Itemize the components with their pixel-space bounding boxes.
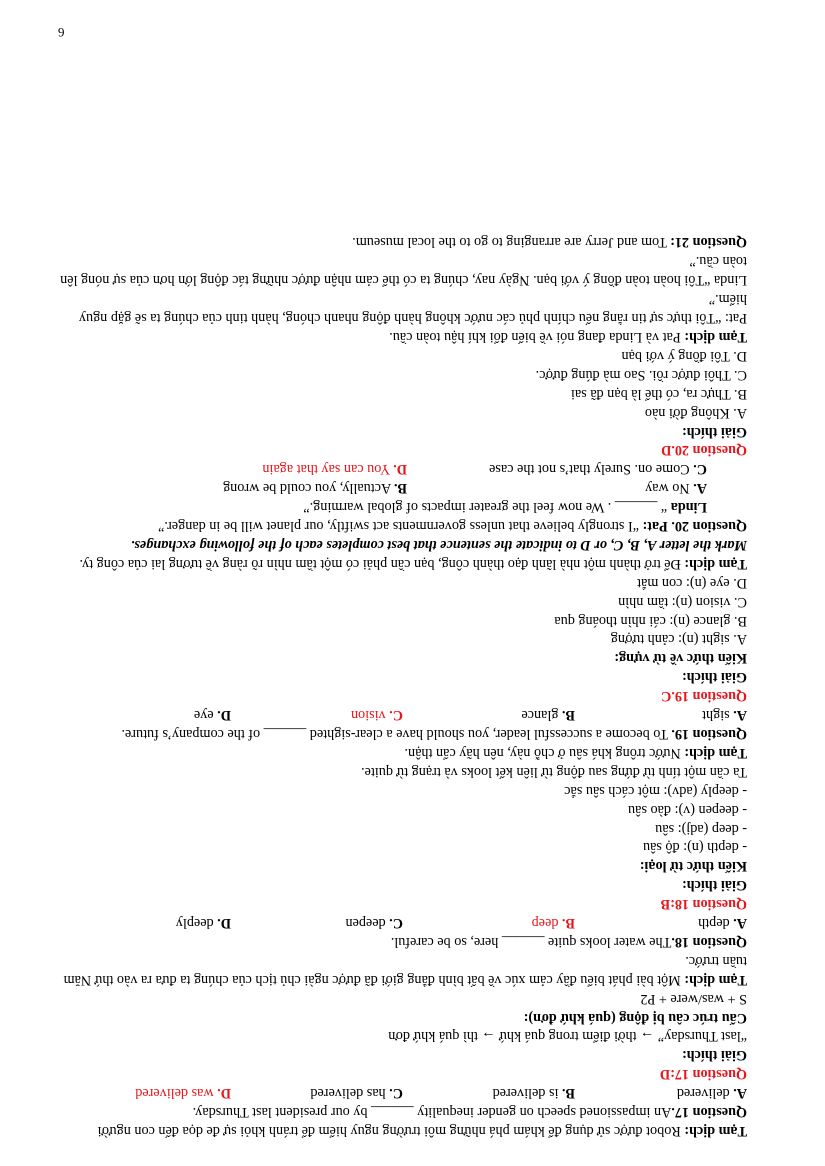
question-19-text: To become a successful leader, you should have a clear-sighted ______ of the company’s future. [121, 726, 669, 742]
meaning-19: Tạm dịch: Để trở thành một nhà lãnh đạo thành công, bạn cần phải có một tầm nhìn rõ ràng về tương lai của công ty. [79, 555, 747, 572]
meaning-20: Tạm dịch: Pat và Linda đang nói về biến đổi khí hậu toàn cầu. [389, 329, 747, 346]
question-21 [59, 233, 747, 252]
explain-label-19: Giải thích: [681, 669, 747, 686]
question-21-text: Tom and Jerry are arranging to go to the local museum. [352, 234, 667, 251]
question-17-text: An impassioned speech on gender inequality ______ by our president last Thursday. [192, 1104, 672, 1121]
option-b: B. Actually, you could be wrong [223, 480, 407, 497]
option-d-correct: D. You can say that again [262, 461, 407, 478]
explain-label-17: Giải thích: [681, 1047, 747, 1064]
question-18-label: Question 18. [671, 933, 747, 950]
list-item: D. eye (n): con mắt [637, 574, 747, 591]
note-18: Ta cần một tính từ đứng sau động từ liên kết looks và trạng từ quite. [361, 763, 747, 780]
answer-19: Question 19.C [661, 688, 747, 705]
question-21-label: Question 21: [670, 234, 747, 251]
meaning-18: Tạm dịch: Nước trông khá sâu ở chỗ này, nên hãy cẩn thận. [404, 744, 747, 761]
question-20-label: Question 20. [671, 518, 747, 535]
section-instruction: Mark the letter A, B, C, or D to indicate the sentence that best completes each of the following exchanges. [130, 536, 747, 553]
answer-18: Question 18:B [660, 896, 747, 913]
question-18-options [59, 913, 747, 932]
option-b-correct: B. deep [531, 915, 575, 932]
question-20-reply: Linda “ ______ . We now feel the greater impacts of global warming.” [303, 499, 707, 516]
list-item: D. Tôi đồng ý với bạn [621, 347, 747, 364]
answer-20: Question 20.D [661, 442, 747, 459]
question-19-label: Question 19. [671, 726, 747, 742]
option-c-correct: C. vision [350, 707, 403, 724]
option-d: D. deeply [175, 915, 231, 932]
structure-label-17: Cấu trúc câu bị động (quá khứ đơn): [523, 1009, 747, 1026]
meaning-20-linda: Linda “Tôi hoàn toàn đồng ý với bạn. Ngày nay, chúng ta có thể cảm nhận được những tác động lớn hơn của sự nóng lên toàn cầu.” [60, 253, 747, 289]
question-19 [59, 724, 747, 743]
knowledge-label-19: Kiến thức về từ vựng: [614, 650, 747, 667]
explain-label-18: Giải thích: [681, 877, 747, 894]
option-b: B. glance [521, 707, 575, 724]
option-d: D. eye [193, 707, 231, 724]
option-c: C. has delivered [310, 1085, 403, 1102]
meaning-20-pat: Pat: “Tôi thực sự tin rằng nếu chính phủ các nước không hành động nhanh chóng, hành tinh của chúng ta sẽ gặp nguy hiểm.” [78, 291, 747, 327]
list-item: C. Thôi được rồi. Sao mà đúng được. [535, 366, 747, 383]
option-a: A. delivered [676, 1085, 747, 1102]
list-item: A. Không đời nào [644, 404, 747, 421]
list-item: B. glance (n): cái nhìn thoáng qua [554, 612, 747, 629]
option-a: A. depth [698, 915, 747, 932]
option-c: C. deepen [345, 915, 403, 932]
page-content [59, 233, 747, 1140]
list-item: B. Thực ra, có thể là bạn đã sai [570, 385, 747, 402]
question-19-options [59, 705, 747, 724]
list-item: - deepen (v): đào sâu [628, 801, 747, 818]
knowledge-label-18: Kiến thức từ loại: [639, 858, 747, 875]
question-20: Question 20. Pat: “I strongly believe that unless governments act swiftly, our planet will be in danger.” [158, 518, 747, 535]
question-17-options [59, 1083, 747, 1102]
list-item: A. sight (n): cảnh tượng [610, 631, 747, 648]
question-17 [59, 1102, 747, 1121]
list-item: - deep (adj): sâu [655, 820, 747, 837]
explain-line-17: “last Thursday” → thời điểm trong quá khứ → thì quá khứ đơn [388, 1028, 747, 1045]
list-item: - depth (n): độ sâu [642, 839, 747, 856]
prev-meaning: Tạm dịch: Robot được sử dụng để khám phá những môi trường nguy hiểm để tránh khỏi sự đe dọa đến con người [97, 1123, 747, 1139]
list-item: C. vision (n): tầm nhìn [618, 593, 747, 610]
option-a: A. No way [645, 480, 707, 497]
list-item: - deeply (adv): một cách sâu sắc [564, 782, 747, 799]
question-20-options-row2 [59, 459, 707, 478]
page-number: 6 [58, 25, 65, 40]
question-18 [59, 932, 747, 951]
option-b: B. is delivered [492, 1085, 575, 1102]
formula-17: S + was/were + P2 [640, 990, 747, 1007]
option-a: A. sight [702, 707, 747, 724]
option-d-correct: D. was delivered [135, 1085, 231, 1102]
question-17-label: Question 17. [671, 1104, 747, 1121]
explain-label-20: Giải thích: [681, 423, 747, 440]
question-18-text: The water looks quite ______ here, so be careful. [390, 933, 672, 950]
meaning-17: Tạm dịch: Một bài phát biểu đầy cảm xúc về bất bình đẳng giới đã được ngài chủ tịch của chúng ta đưa ra vào thứ Năm tuần trước. [63, 952, 747, 988]
answer-17: Question 17:D [659, 1066, 747, 1083]
option-c: C. Come on. Surely that’s not the case [489, 461, 707, 478]
question-20-options-row1 [59, 478, 707, 497]
